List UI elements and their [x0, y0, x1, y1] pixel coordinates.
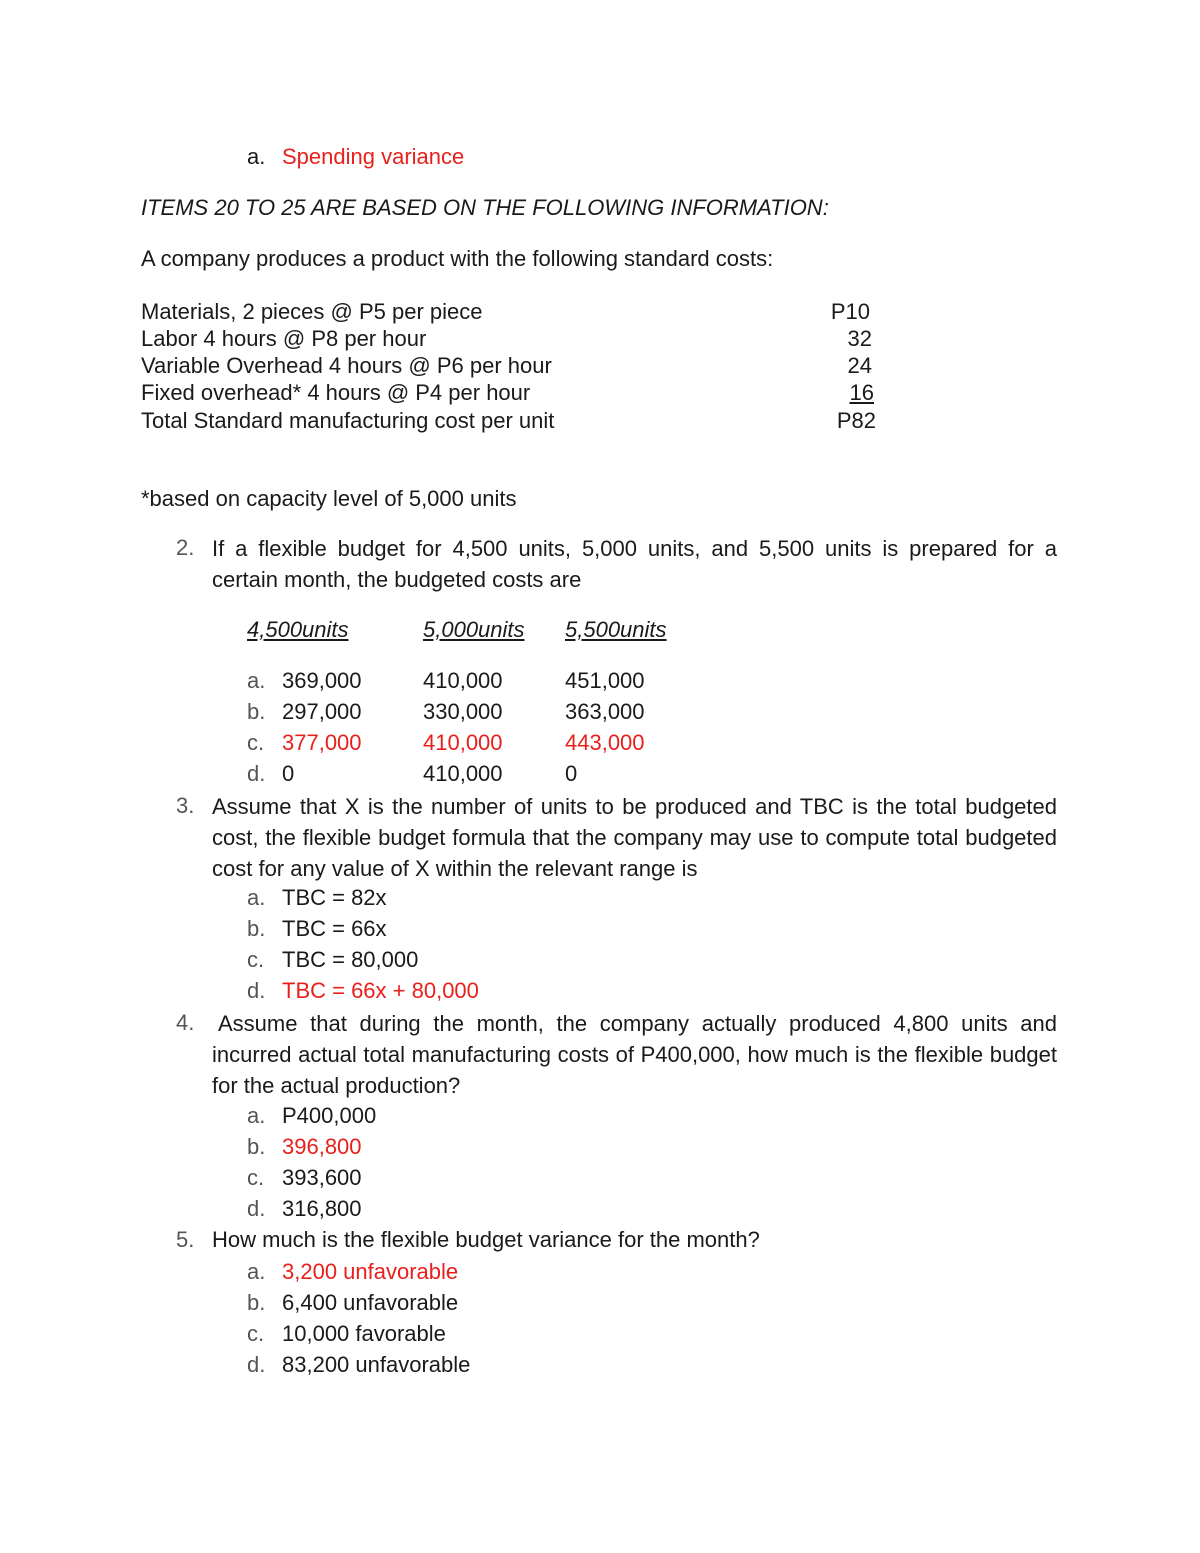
option-letter: c. [247, 947, 265, 972]
option-text: 10,000 favorable [282, 1321, 446, 1346]
cost-label: Labor 4 hours @ P8 per hour [141, 326, 427, 351]
option-text-answer: 396,800 [282, 1134, 362, 1159]
table-cell-answer: 377,000 [282, 730, 362, 755]
cost-label: Variable Overhead 4 hours @ P6 per hour [141, 353, 552, 378]
table-cell-answer: 443,000 [565, 730, 645, 755]
option-text: P400,000 [282, 1103, 377, 1128]
option-letter: b. [247, 916, 266, 941]
option-letter: c. [247, 730, 265, 755]
cost-label-total: Total Standard manufacturing cost per unit [141, 408, 555, 433]
cost-value-total: P82 [836, 408, 876, 433]
option-letter: d. [247, 978, 266, 1003]
option-letter: a. [247, 1103, 266, 1128]
option-letter: b. [247, 699, 266, 724]
question-number: 4. [176, 1010, 195, 1035]
cost-value: 24 [847, 353, 872, 378]
cost-label: Materials, 2 pieces @ P5 per piece [141, 299, 483, 324]
cost-value: P10 [830, 299, 870, 324]
table-cell: 297,000 [282, 699, 362, 724]
option-text: TBC = 82x [282, 885, 387, 910]
option-letter: c. [247, 1321, 265, 1346]
table-cell-answer: 410,000 [423, 730, 503, 755]
option-text: TBC = 66x [282, 916, 387, 941]
table-cell: 451,000 [565, 668, 645, 693]
option-letter: a. [247, 144, 266, 169]
option-letter: b. [247, 1290, 266, 1315]
option-text: 83,200 unfavorable [282, 1352, 471, 1377]
option-text: 316,800 [282, 1196, 362, 1221]
column-header: 5,500units [565, 617, 667, 642]
cost-value: 16 [849, 380, 874, 405]
cost-label: Fixed overhead* 4 hours @ P4 per hour [141, 380, 531, 405]
column-header: 4,500units [247, 617, 349, 642]
option-letter: d. [247, 1196, 266, 1221]
option-letter: c. [247, 1165, 265, 1190]
question-number: 5. [176, 1227, 195, 1252]
option-letter: a. [247, 1259, 266, 1284]
table-cell: 410,000 [423, 761, 503, 786]
table-cell: 0 [565, 761, 578, 786]
column-header: 5,000units [423, 617, 525, 642]
answer-text: Spending variance [282, 144, 465, 169]
question-text: Assume that X is the number of units to be produced and TBC is the total budgeted cost, the flexible budget formula that the company may use to compute total budgeted cost for any value of X within the relevant range is [212, 794, 1057, 881]
cost-value: 32 [847, 326, 872, 351]
option-text: 6,400 unfavorable [282, 1290, 459, 1315]
table-cell: 410,000 [423, 668, 503, 693]
option-text: 393,600 [282, 1165, 362, 1190]
table-cell: 0 [282, 761, 295, 786]
section-heading: ITEMS 20 TO 25 ARE BASED ON THE FOLLOWING INFORMATION: [141, 195, 829, 220]
option-letter: d. [247, 1352, 266, 1377]
question-number: 2. [176, 535, 195, 560]
question-text: Assume that during the month, the company actually produced 4,800 units and incurred actual total manufacturing costs of P400,000, how much is the flexible budget for the actual production? [212, 1011, 1057, 1098]
table-cell: 330,000 [423, 699, 503, 724]
option-letter: a. [247, 885, 266, 910]
intro-text: A company produces a product with the following standard costs: [141, 246, 774, 271]
question-text: How much is the flexible budget variance for the month? [212, 1227, 760, 1252]
question-text: If a flexible budget for 4,500 units, 5,000 units, and 5,500 units is prepared for a certain month, the budgeted costs are [212, 536, 1057, 592]
option-letter: a. [247, 668, 266, 693]
question-number: 3. [176, 793, 195, 818]
option-text: TBC = 80,000 [282, 947, 419, 972]
table-cell: 363,000 [565, 699, 645, 724]
table-cell: 369,000 [282, 668, 362, 693]
option-letter: d. [247, 761, 266, 786]
option-letter: b. [247, 1134, 266, 1159]
footnote: *based on capacity level of 5,000 units [141, 486, 517, 511]
option-text-answer: 3,200 unfavorable [282, 1259, 459, 1284]
option-text-answer: TBC = 66x + 80,000 [282, 978, 479, 1003]
